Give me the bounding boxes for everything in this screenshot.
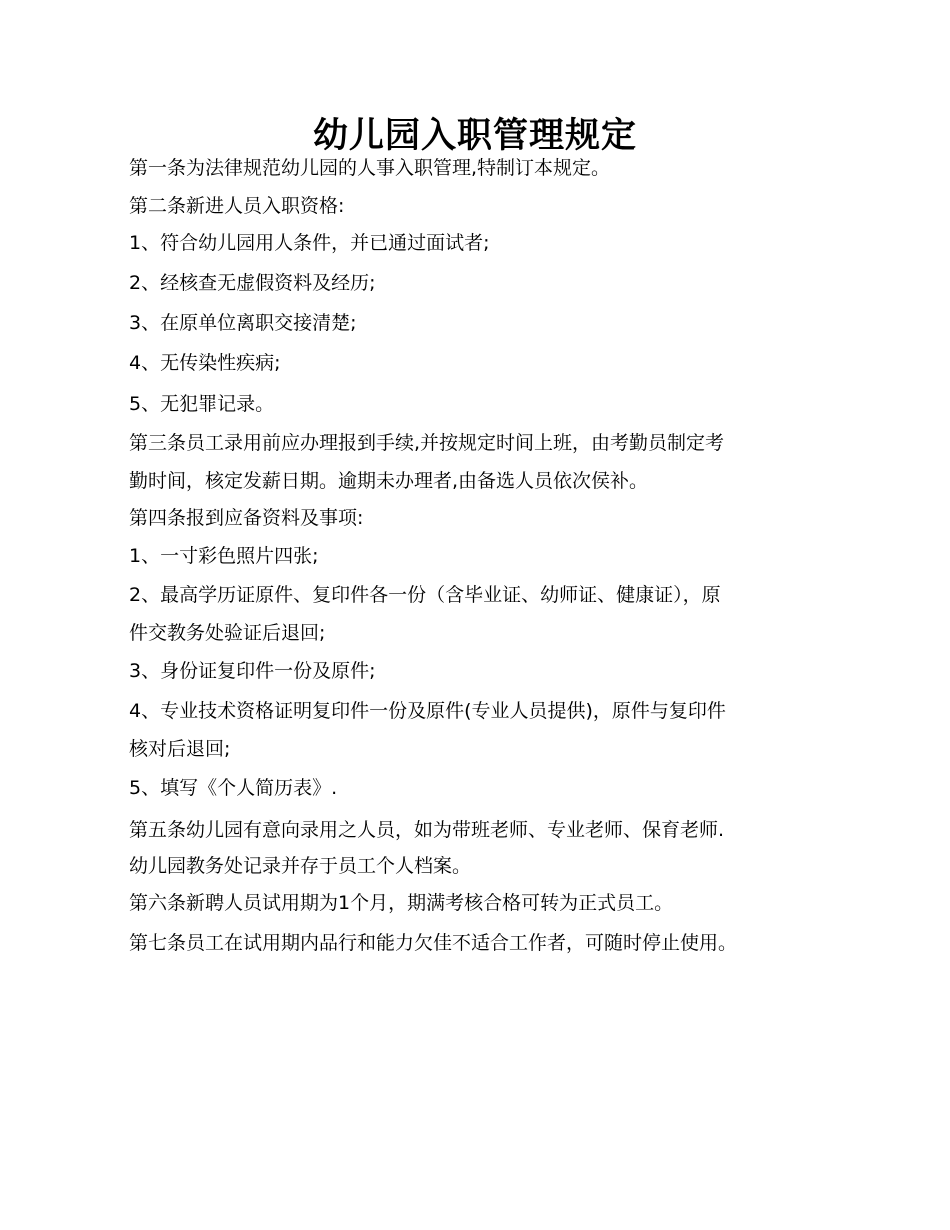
article-text: 新聘人员试用期为1个月，期满考核合格可转为正式员工。 xyxy=(186,892,674,914)
article-label: 第六条 xyxy=(129,892,187,914)
list-item xyxy=(129,265,829,302)
list-item xyxy=(129,305,829,342)
list-item xyxy=(129,225,829,262)
list-item-text: 2、最高学历证原件、复印件各一份（含毕业证、幼师证、健康证），原 xyxy=(129,584,721,606)
article-3-line xyxy=(129,425,829,462)
article-6-line xyxy=(129,885,829,922)
article-2-line xyxy=(129,188,829,225)
list-item-text: 1、一寸彩色照片四张; xyxy=(129,545,319,567)
article-4-line xyxy=(129,500,829,537)
article-text: 新进人员入职资格: xyxy=(186,195,345,217)
list-item xyxy=(129,538,829,575)
article-1-line xyxy=(129,150,829,187)
article-text: 为法律规范幼儿园的人事入职管理,特制订本规定。 xyxy=(186,157,611,179)
list-item-text: 核对后退回; xyxy=(129,738,231,760)
list-item xyxy=(129,653,829,690)
list-item-text: 1、符合幼儿园用人条件，并已通过面试者; xyxy=(129,232,490,254)
list-item-text: 2、经核查无虚假资料及经历; xyxy=(129,272,376,294)
article-7-line xyxy=(129,925,829,962)
list-item-text: 件交教务处验证后退回; xyxy=(129,622,326,644)
document-title: 幼儿园入职管理规定 xyxy=(312,116,637,156)
article-label: 第七条 xyxy=(129,932,187,954)
list-item-text: 4、无传染性疾病; xyxy=(129,352,281,374)
list-item xyxy=(129,386,829,423)
article-label: 第三条 xyxy=(129,432,187,454)
list-item-text: 3、身份证复印件一份及原件; xyxy=(129,660,376,682)
article-text: 员工录用前应办理报到手续,并按规定时间上班，由考勤员制定考 xyxy=(186,432,725,454)
article-text: 幼儿园教务处记录并存于员工个人档案。 xyxy=(129,855,472,877)
list-item xyxy=(129,345,829,382)
article-text: 员工在试用期内品行和能力欠佳不适合工作者，可随时停止使用。 xyxy=(186,932,738,954)
article-text: 报到应备资料及事项: xyxy=(186,507,364,529)
article-label: 第四条 xyxy=(129,507,187,529)
list-item xyxy=(129,693,829,730)
article-5-line xyxy=(129,812,829,849)
article-3-continuation xyxy=(129,463,829,500)
list-item-text: 4、专业技术资格证明复印件一份及原件(专业人员提供)，原件与复印件 xyxy=(129,700,726,722)
article-text: 幼儿园有意向录用之人员，如为带班老师、专业老师、保育老师. xyxy=(186,819,725,841)
list-item-continuation xyxy=(129,615,829,652)
list-item-text: 3、在原单位离职交接清楚; xyxy=(129,312,357,334)
article-label: 第二条 xyxy=(129,195,187,217)
article-label: 第一条 xyxy=(129,157,187,179)
list-item-text: 5、填写《个人简历表》. xyxy=(129,777,338,799)
article-label: 第五条 xyxy=(129,819,187,841)
list-item-continuation xyxy=(129,731,829,768)
article-text: 勤时间，核定发薪日期。逾期未办理者,由备选人员依次侯补。 xyxy=(129,470,649,492)
list-item-text: 5、无犯罪记录。 xyxy=(129,393,275,415)
list-item xyxy=(129,577,829,614)
article-5-continuation xyxy=(129,848,829,885)
list-item xyxy=(129,770,829,807)
